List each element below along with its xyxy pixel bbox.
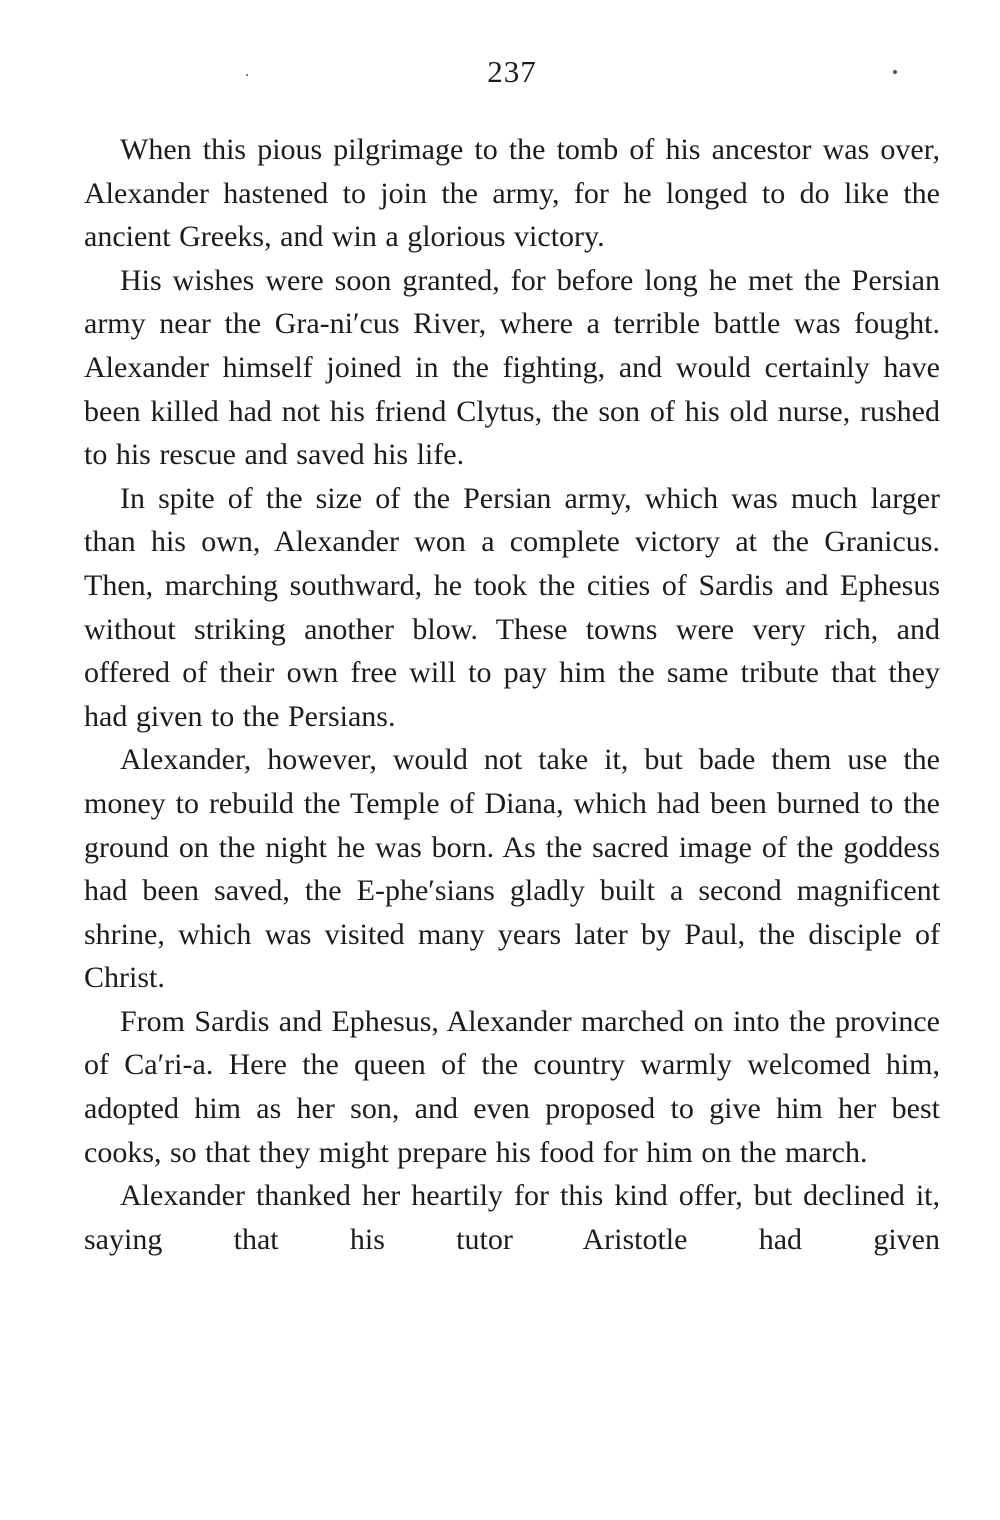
- ink-speck: [246, 74, 248, 76]
- page-number: 237: [487, 54, 537, 89]
- paragraph: When this pious pilgrimage to the tomb of his ancestor was over, Alexander hastened to join the army, for he longed to do like the ancient Greeks, and win a glorious victory.: [84, 133, 940, 254]
- paragraph: Alexander thanked her heartily for this kind offer, but declined it, saying that his tutor Aristotle had given: [84, 1179, 940, 1256]
- paragraph: In spite of the size of the Persian army, which was much larger than his own, Alexander won a complete victory at the Granicus. Then, marching southward, he took the cities of Sardis and Ephesus without striking another blow. These towns were very rich, and offered of their own free will to pay him the same tribute that they had given to the Persians.: [84, 481, 940, 733]
- paragraph: Alexander, however, would not take it, but bade them use the money to rebuild the Temple of Diana, which had been burned to the ground on the night he was born. As the sacred image of the goddess had been saved, the E-phe′sians gladly built a second magnificent shrine, which was visited many years later by Paul, the disciple of Christ.: [84, 743, 940, 995]
- paragraph: From Sardis and Ephesus, Alexander marched on into the province of Ca′ri-a. Here the queen of the country warmly welcomed him, adopted him as her son, and even proposed to give him her best cooks, so that they might prepare his food for him on the march.: [84, 1004, 940, 1169]
- body-text: [84, 128, 940, 1261]
- paragraph: His wishes were soon granted, for before long he met the Persian army near the Gra-ni′cus River, where a terrible battle was fought. Alexander himself joined in the fighting, and would certainly have been killed had not his friend Clytus, the son of his old nurse, rushed to his rescue and saved his life.: [84, 263, 940, 472]
- ink-speck: [893, 70, 897, 74]
